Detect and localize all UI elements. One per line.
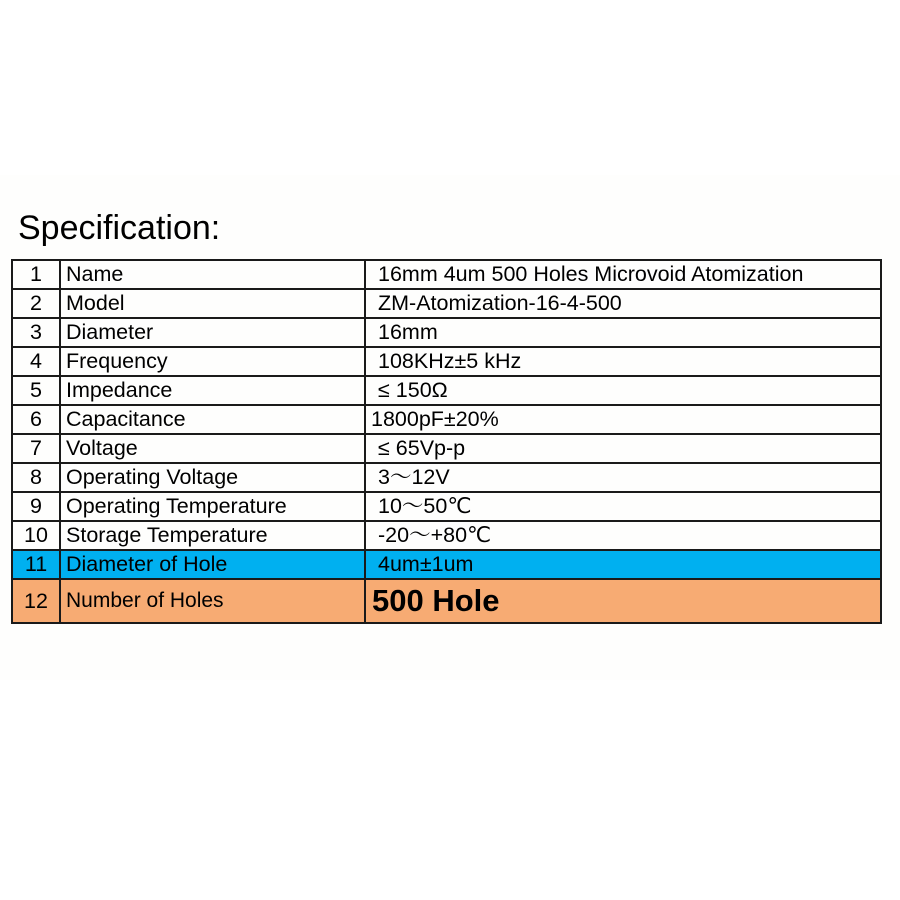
spec-name: Diameter bbox=[60, 318, 365, 347]
spec-value: -20～+80℃ bbox=[365, 521, 881, 550]
spec-name: Name bbox=[60, 260, 365, 289]
spec-value: 16mm bbox=[365, 318, 881, 347]
spec-name: Model bbox=[60, 289, 365, 318]
row-number: 5 bbox=[12, 376, 60, 405]
spec-name: Operating Temperature bbox=[60, 492, 365, 521]
row-number: 11 bbox=[12, 550, 60, 579]
spec-value-emphasized: 500 Hole bbox=[365, 579, 881, 623]
table-row bbox=[12, 521, 881, 550]
spec-value: 108KHz±5 kHz bbox=[365, 347, 881, 376]
highlighted-row-hole-count bbox=[12, 579, 881, 623]
table-row bbox=[12, 434, 881, 463]
spec-name: Frequency bbox=[60, 347, 365, 376]
spec-value: 16mm 4um 500 Holes Microvoid Atomization bbox=[365, 260, 881, 289]
spec-value: 1800pF±20% bbox=[365, 405, 881, 434]
spec-value: 4um±1um bbox=[365, 550, 881, 579]
row-number: 8 bbox=[12, 463, 60, 492]
spec-name: Diameter of Hole bbox=[60, 550, 365, 579]
row-number: 7 bbox=[12, 434, 60, 463]
row-number: 12 bbox=[12, 579, 60, 623]
row-number: 9 bbox=[12, 492, 60, 521]
specification-table bbox=[11, 259, 882, 624]
spec-name: Operating Voltage bbox=[60, 463, 365, 492]
spec-name: Impedance bbox=[60, 376, 365, 405]
highlighted-row-hole-diameter bbox=[12, 550, 881, 579]
table-row bbox=[12, 347, 881, 376]
table-row bbox=[12, 318, 881, 347]
table-row bbox=[12, 260, 881, 289]
spec-value: ZM-Atomization-16-4-500 bbox=[365, 289, 881, 318]
spec-value: ≤ 150Ω bbox=[365, 376, 881, 405]
spec-name: Capacitance bbox=[60, 405, 365, 434]
row-number: 2 bbox=[12, 289, 60, 318]
spec-name: Number of Holes bbox=[60, 579, 365, 623]
table-row bbox=[12, 289, 881, 318]
row-number: 4 bbox=[12, 347, 60, 376]
row-number: 1 bbox=[12, 260, 60, 289]
spec-value: 10～50℃ bbox=[365, 492, 881, 521]
table-row bbox=[12, 405, 881, 434]
spec-name: Voltage bbox=[60, 434, 365, 463]
spec-value: ≤ 65Vp-p bbox=[365, 434, 881, 463]
row-number: 10 bbox=[12, 521, 60, 550]
table-row bbox=[12, 463, 881, 492]
spec-value: 3～12V bbox=[365, 463, 881, 492]
row-number: 3 bbox=[12, 318, 60, 347]
spec-name: Storage Temperature bbox=[60, 521, 365, 550]
table-row bbox=[12, 492, 881, 521]
row-number: 6 bbox=[12, 405, 60, 434]
page-title: Specification: bbox=[18, 209, 221, 247]
table-row bbox=[12, 376, 881, 405]
